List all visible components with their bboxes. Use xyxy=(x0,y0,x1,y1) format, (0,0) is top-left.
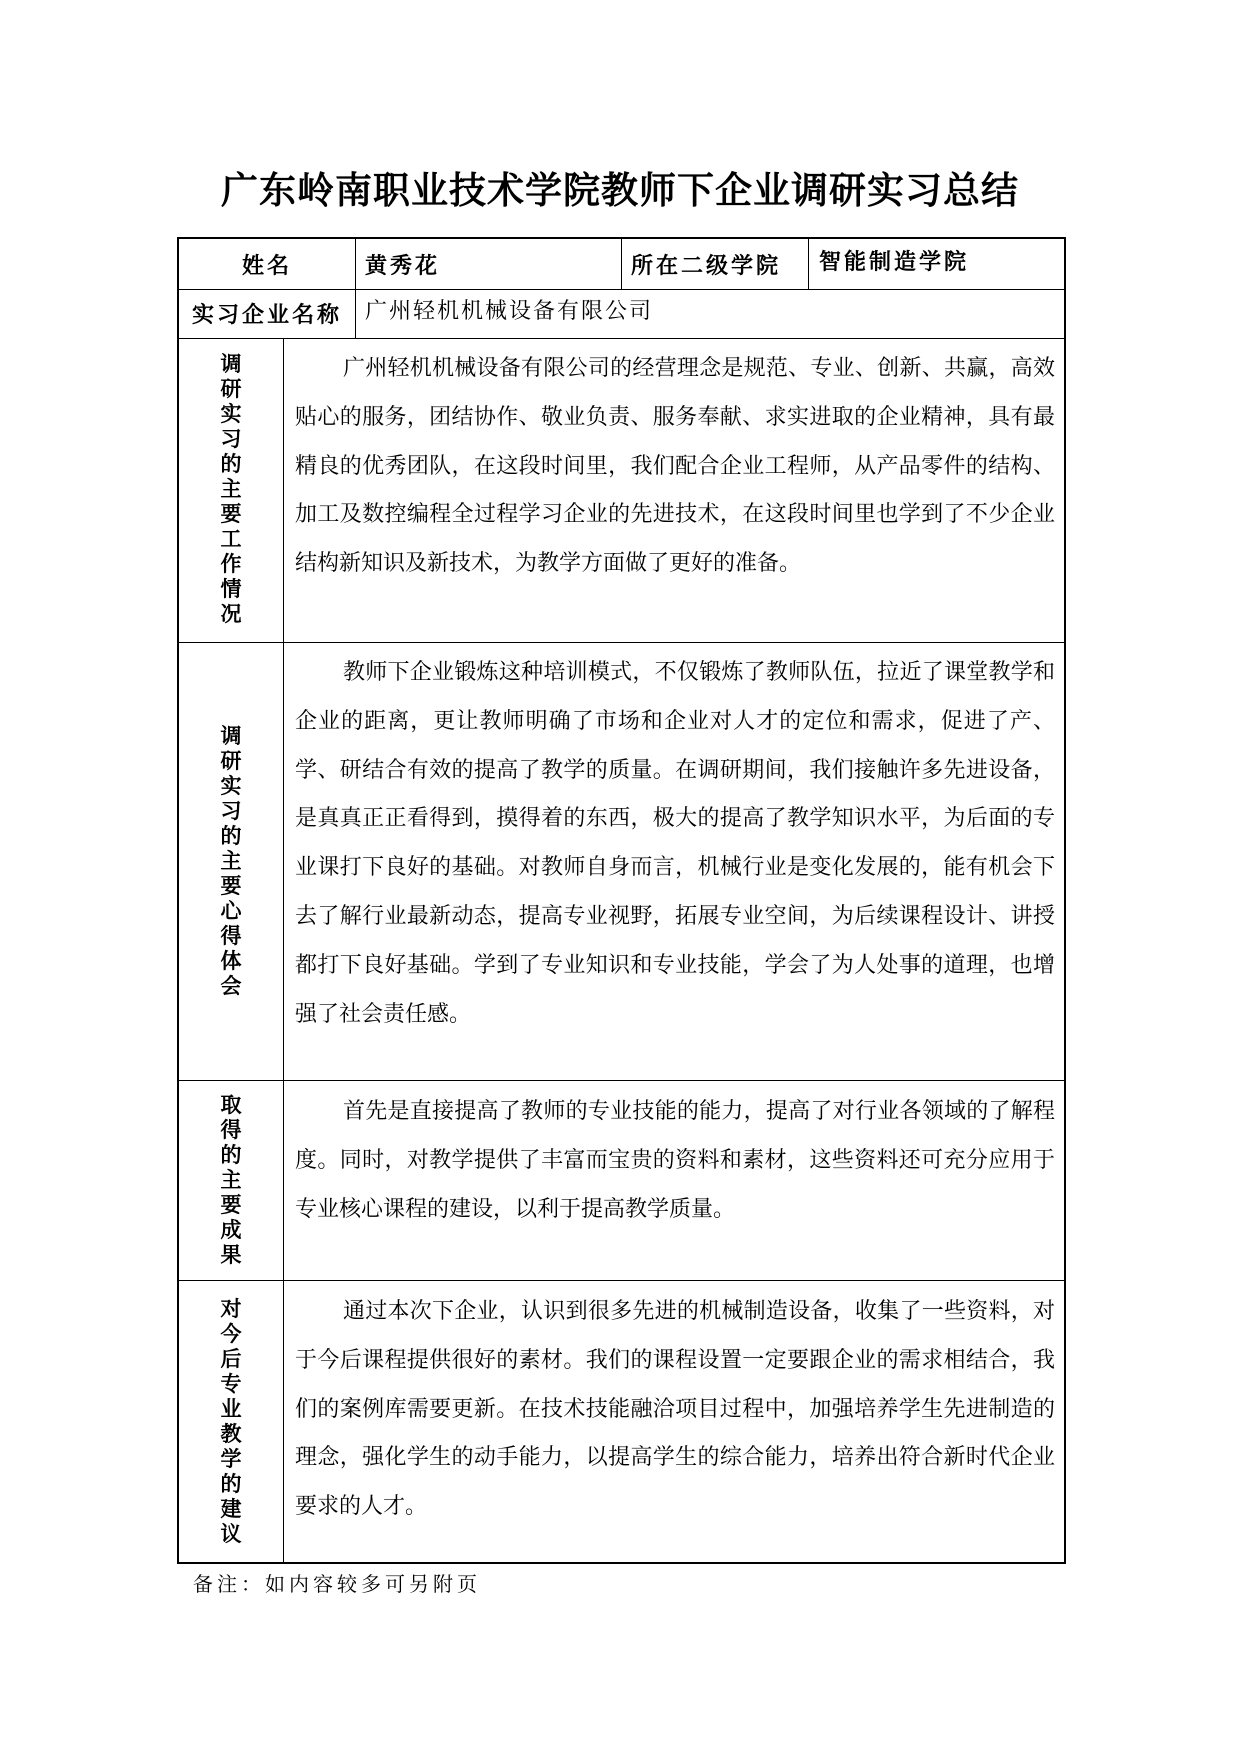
section-label-text: 取得的主要成果 xyxy=(220,1092,242,1267)
college-label: 所在二级学院 xyxy=(631,253,782,279)
work-section-content: 广州轻机机械设备有限公司的经营理念是规范、专业、创新、共赢，高效贴心的服务，团结协作、敬业负责、服务奉献、求实进取的企业精神，具有最精良的优秀团队，在这段时间里，我们配合企业工程师，从产品零件的结构、加工及数控编程全过程学习企业的先进技术，在这段时间里也学到了不少企业结构新知识及新技术，为教学方面做了更好的准备。 xyxy=(295,356,1055,577)
company-label: 实习企业名称 xyxy=(191,303,342,328)
section-label-text: 对今后专业教学的建议 xyxy=(220,1297,242,1546)
footnote: 备注：如内容较多可另附页 xyxy=(193,1572,481,1596)
column-divider xyxy=(283,338,284,1564)
row-divider xyxy=(179,338,1064,339)
achievement-section-label xyxy=(179,1080,283,1280)
document-title: 广东岭南职业技术学院教师下企业调研实习总结 xyxy=(221,169,1019,212)
column-divider xyxy=(621,239,622,289)
experience-section-label xyxy=(179,642,283,1080)
row-divider xyxy=(179,1280,1064,1281)
column-divider xyxy=(355,289,356,338)
section-label-text: 调研实习的主要工作情况 xyxy=(220,352,242,626)
experience-section-content: 教师下企业锻炼这种培训模式，不仅锻炼了教师队伍，拉近了课堂教学和企业的距离，更让教师明确了市场和企业对人才的定位和需求，促进了产、学、研结合有效的提高了教学的质量。在调研期间，我们接触许多先进设备，是真真正正看得到，摸得着的东西，极大的提高了教学知识水平，为后面的专业课打下良好的基础。对教师自身而言，机械行业是变化发展的，能有机会下去了解行业最新动态，提高专业视野，拓展专业空间，为后续课程设计、讲授都打下良好基础。学到了专业知识和专业技能，学会了为人处事的道理，也增强了社会责任感。 xyxy=(295,660,1055,1027)
suggestion-section-content: 通过本次下企业，认识到很多先进的机械制造设备，收集了一些资料，对于今后课程提供很好的素材。我们的课程设置一定要跟企业的需求相结合，我们的案例库需要更新。在技术技能融洽项目过程中，加强培养学生先进制造的理念，强化学生的动手能力，以提高学生的综合能力，培养出符合新时代企业要求的人才。 xyxy=(295,1299,1055,1520)
section-label-text: 调研实习的主要心得体会 xyxy=(220,723,242,998)
name-label: 姓名 xyxy=(241,253,292,279)
achievement-section-content: 首先是直接提高了教师的专业技能的能力，提高了对行业各领域的了解程度。同时，对教学提供了丰富而宝贵的资料和素材，这些资料还可充分应用于专业核心课程的建设，以利于提高教学质量。 xyxy=(295,1099,1055,1222)
college-value: 智能制造学院 xyxy=(819,250,970,275)
company-value: 广州轻机机械设备有限公司 xyxy=(365,299,654,324)
row-divider xyxy=(179,642,1064,643)
name-value: 黄秀花 xyxy=(365,253,441,279)
report-form xyxy=(177,237,1066,1564)
work-section-label xyxy=(179,340,283,642)
row-divider xyxy=(179,1080,1064,1081)
suggestion-section-label xyxy=(179,1280,283,1564)
column-divider xyxy=(355,239,356,289)
column-divider xyxy=(808,239,809,289)
